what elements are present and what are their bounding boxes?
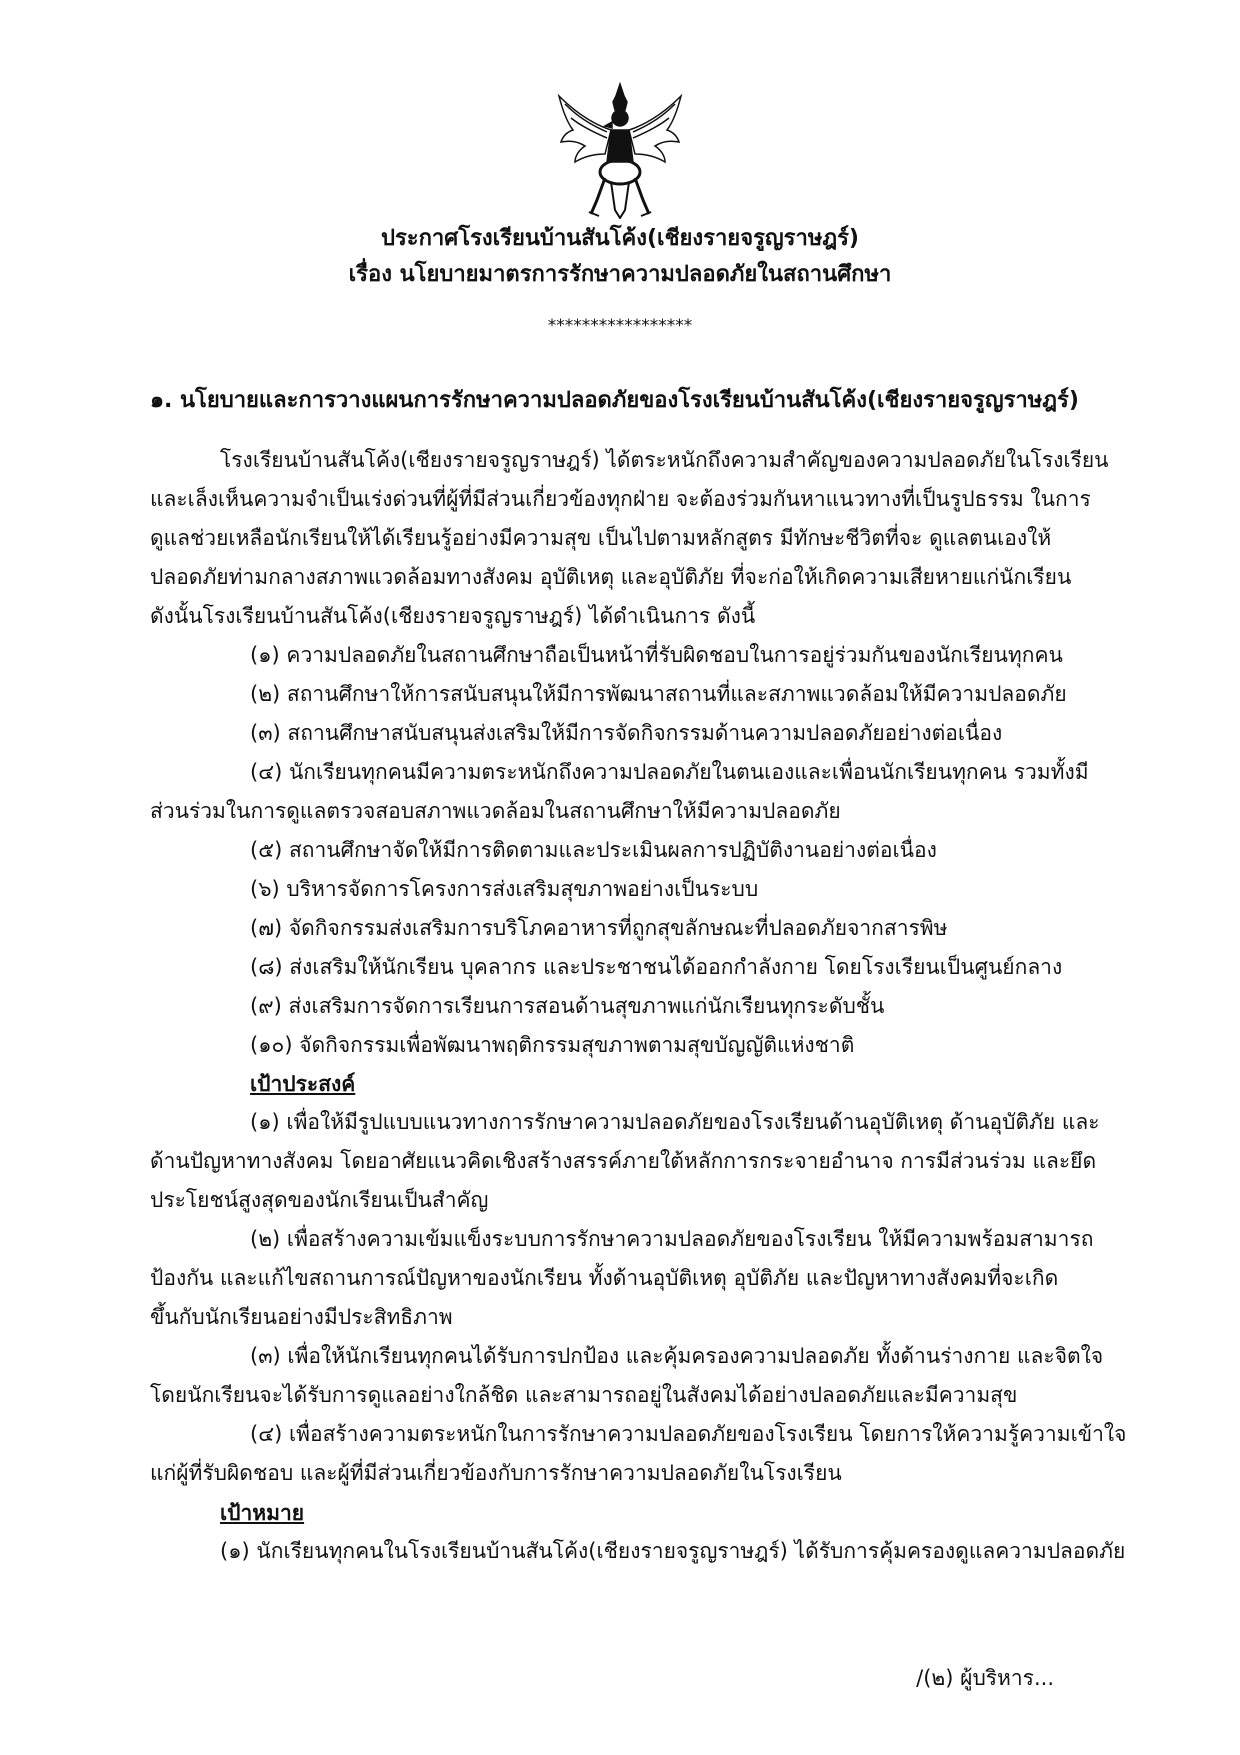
objective-line: โดยนักเรียนจะได้รับการดูแลอย่างใกล้ชิด และสามารถอยู่ในสังคมได้อย่างปลอดภัยและมีความสุข (150, 1383, 1018, 1407)
section-1-title: ๑. นโยบายและการวางแผนการรักษาความปลอดภัยของโรงเรียนบ้านสันโค้ง(เชียงรายจรูญราษฎร์) (150, 388, 1079, 413)
policy-item: (๘) ส่งเสริมให้นักเรียน บุคลากร และประชาชนได้ออกกำลังกาย โดยโรงเรียนเป็นศูนย์กลาง (250, 955, 1063, 979)
objective-line: ประโยชน์สูงสุดของนักเรียนเป็นสำคัญ (150, 1188, 489, 1212)
objective-line: ป้องกัน และแก้ไขสถานการณ์ปัญหาของนักเรียน ทั้งด้านอุบัติเหตุ อุบัติภัย และปัญหาทางสังคมที่จะเกิด (150, 1266, 1059, 1290)
objective-line: (๓) เพื่อให้นักเรียนทุกคนได้รับการปกป้อง และคุ้มครองความปลอดภัย ทั้งด้านร่างกาย และจิตใจ (250, 1344, 1104, 1368)
policy-item: (๑๐) จัดกิจกรรมเพื่อพัฒนาพฤติกรรมสุขภาพตามสุขบัญญัติแห่งชาติ (250, 1033, 855, 1057)
policy-item: (๖) บริหารจัดการโครงการส่งเสริมสุขภาพอย่างเป็นระบบ (250, 877, 759, 901)
intro-line: ดังนั้นโรงเรียนบ้านสันโค้ง(เชียงรายจรูญราษฎร์) ได้ดำเนินการ ดังนี้ (150, 604, 756, 628)
page-continuation: /(๒) ผู้บริหาร... (916, 1666, 1054, 1690)
document-subject: เรื่อง นโยบายมาตรการรักษาความปลอดภัยในสถานศึกษา (348, 262, 892, 287)
objective-line: แก่ผู้ที่รับผิดชอบ และผู้ที่มีส่วนเกี่ยวข้องกับการรักษาความปลอดภัยในโรงเรียน (150, 1461, 842, 1485)
policy-item: (๕) สถานศึกษาจัดให้มีการติดตามและประเมินผลการปฏิบัติงานอย่างต่อเนื่อง (250, 838, 937, 862)
target-line: (๑) นักเรียนทุกคนในโรงเรียนบ้านสันโค้ง(เชียงรายจรูญราษฎร์) ได้รับการคุ้มครองดูแลความปลอดภัย (220, 1539, 1126, 1563)
policy-item: (๗) จัดกิจกรรมส่งเสริมการบริโภคอาหารที่ถูกสุขลักษณะที่ปลอดภัยจากสารพิษ (250, 916, 948, 940)
objective-line: ด้านปัญหาทางสังคม โดยอาศัยแนวคิดเชิงสร้างสรรค์ภายใต้หลักการกระจายอำนาจ การมีส่วนร่วม และยึด (150, 1149, 1097, 1173)
policy-item-continued: ส่วนร่วมในการดูแลตรวจสอบสภาพแวดล้อมในสถานศึกษาให้มีความปลอดภัย (150, 799, 841, 823)
policy-item: (๙) ส่งเสริมการจัดการเรียนการสอนด้านสุขภาพแก่นักเรียนทุกระดับชั้น (250, 994, 885, 1018)
policy-item: (๑) ความปลอดภัยในสถานศึกษาถือเป็นหน้าที่รับผิดชอบในการอยู่ร่วมกันของนักเรียนทุกคน (250, 643, 1063, 667)
intro-line: ดูแลช่วยเหลือนักเรียนให้ได้เรียนรู้อย่างมีความสุข เป็นไปตามหลักสูตร มีทักษะชีวิตที่จะ ดูแลตนเองให้ (150, 526, 1052, 550)
intro-line: และเล็งเห็นความจำเป็นเร่งด่วนที่ผู้ที่มีส่วนเกี่ยวข้องทุกฝ่าย จะต้องร่วมกันหาแนวทางที่เป็นรูปธรรม ในการ (150, 487, 1091, 511)
intro-line: โรงเรียนบ้านสันโค้ง(เชียงรายจรูญราษฎร์) ได้ตระหนักถึงความสำคัญของความปลอดภัยในโรงเรียน (220, 448, 1109, 472)
policy-item: (๔) นักเรียนทุกคนมีความตระหนักถึงความปลอดภัยในตนเองและเพื่อนนักเรียนทุกคน รวมทั้งมี (250, 760, 1089, 784)
objective-line: (๔) เพื่อสร้างความตระหนักในการรักษาความปลอดภัยของโรงเรียน โดยการให้ความรู้ความเข้าใจ (250, 1422, 1127, 1446)
policy-item: (๓) สถานศึกษาสนับสนุนส่งเสริมให้มีการจัดกิจกรรมด้านความปลอดภัยอย่างต่อเนื่อง (250, 721, 1003, 745)
separator-stars: ***************** (547, 316, 693, 336)
objective-line: (๑) เพื่อให้มีรูปแบบแนวทางการรักษาความปลอดภัยของโรงเรียนด้านอุบัติเหตุ ด้านอุบัติภัย และ (250, 1110, 1100, 1134)
targets-heading: เป้าหมาย (220, 1501, 305, 1525)
intro-line: ปลอดภัยท่ามกลางสภาพแวดล้อมทางสังคม อุบัติเหตุ และอุบัติภัย ที่จะก่อให้เกิดความเสียหายแก่นักเรียน (150, 565, 1072, 589)
garuda-emblem (553, 82, 687, 219)
objective-line: (๒) เพื่อสร้างความเข้มแข็งระบบการรักษาความปลอดภัยของโรงเรียน ให้มีความพร้อมสามารถ (250, 1227, 1094, 1251)
objectives-heading: เป้าประสงค์ (250, 1072, 356, 1096)
policy-item: (๒) สถานศึกษาให้การสนับสนุนให้มีการพัฒนาสถานที่และสภาพแวดล้อมให้มีความปลอดภัย (250, 682, 1067, 706)
objective-line: ขึ้นกับนักเรียนอย่างมีประสิทธิภาพ (150, 1305, 453, 1329)
document-title: ประกาศโรงเรียนบ้านสันโค้ง(เชียงรายจรูญราษฎร์) (381, 226, 859, 251)
